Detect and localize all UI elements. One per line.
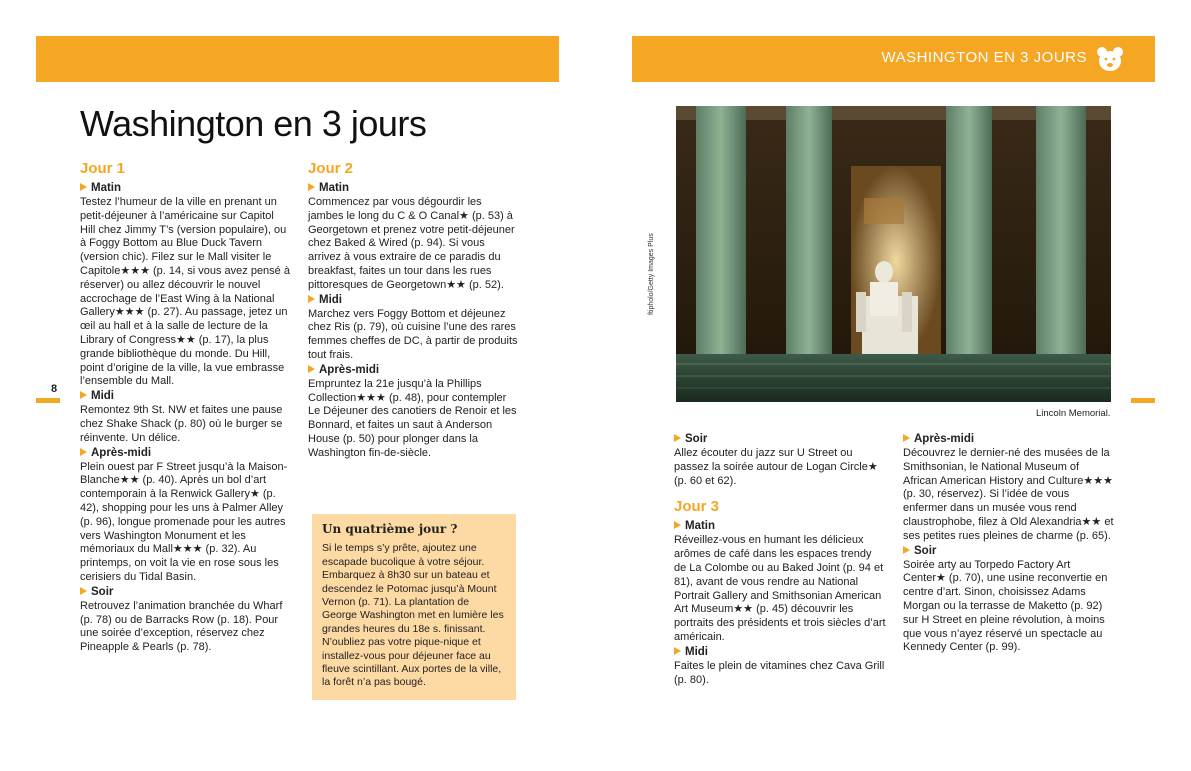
triangle-bullet-icon: [903, 546, 910, 554]
page-title: Washington en 3 jours: [80, 103, 427, 144]
day1-matin-text: Testez l’humeur de la ville en prenant un petit-déjeuner à l’américaine sur Capitol Hill chez Jimmy T’s (version populaire), ou à Foggy Bottom au Blue Duck Tavern (version chic). Filez sur le Mall visiter le Capitole★★★ (p. 14, si vous avez pensé à réserver) ou allez découvrir le nouvel accrochage de l’East Wing à la National Gallery★★★ (p. 27). Au passage, jetez un œil au hall et à la salle de lecture de la Library of Congress★★ (p. 17), la plus grande bibliothèque du monde. Du Hill, point d’origine de la ville, la vue embrasse l’ensemble du Mall.: [80, 196, 290, 388]
day2-matin-label: Matin: [308, 181, 518, 196]
photo-credit: ftipholo/Getty Images Plus: [648, 233, 655, 315]
day1-midi-label: Midi: [80, 389, 290, 404]
day3-matin-label: Matin: [674, 519, 886, 534]
header-band-right: [632, 36, 1155, 82]
column-day1: [80, 160, 290, 655]
page-number-left: 8: [51, 383, 58, 395]
day3-matin-text: Réveillez-vous en humant les délicieux arômes de café dans les espaces trendy de La Colombe ou au Baked Joint (p. 94 et 81), avant de vous rendre au National Portrait Gallery and Smithsonian American Art Museum★★ (p. 45) découvrir les portraits des présidents et trois siècles d’art américain.: [674, 534, 886, 643]
inscription-panel: [864, 198, 904, 224]
fourth-day-box: [312, 514, 516, 700]
day2-heading: Jour 2: [308, 160, 354, 177]
triangle-bullet-icon: [80, 183, 87, 191]
triangle-bullet-icon: [674, 647, 681, 655]
column-day2: [308, 160, 518, 461]
day3-midi-label: Midi: [674, 645, 886, 660]
triangle-bullet-icon: [308, 365, 315, 373]
triangle-bullet-icon: [80, 391, 87, 399]
steps: [676, 354, 1111, 402]
column-3: [946, 106, 992, 356]
running-title: WASHINGTON EN 3 JOURS: [881, 49, 1087, 66]
day2-midi-label: Midi: [308, 293, 518, 308]
day2-apm-text: Empruntez la 21e jusqu’à la Phillips Collection★★★ (p. 48), pour contempler Le Déjeuner des canotiers de Renoir et les Bonnard, et faites un saut à Anderson House (p. 50) pour plonger dans la Washington fin-de-siècle.: [308, 377, 517, 459]
day3-heading: Jour 3: [674, 498, 720, 516]
day1-matin-label: Matin: [80, 181, 290, 196]
page-tab-right: [1131, 398, 1155, 403]
fourth-day-title: Un quatrième jour ?: [322, 522, 458, 536]
triangle-bullet-icon: [674, 521, 681, 529]
day2-midi-text: Marchez vers Foggy Bottom et déjeunez chez Ris (p. 79), où cuisine l’une des rares femmes cheffes de DC, à partir de produits tout frais.: [308, 307, 518, 361]
day1-heading: Jour 1: [80, 160, 126, 177]
bear-logo-icon: [1095, 44, 1125, 74]
header-band-left: [36, 36, 559, 82]
day2-apm-label: Après-midi: [308, 363, 518, 378]
day1-soir-text: Retrouvez l’animation branchée du Wharf (p. 78) ou de Barracks Row (p. 18). Pour une soirée d’exception, réservez chez Pineapple & Pearls (p. 78).: [80, 599, 283, 654]
fourth-day-text: Si le temps s’y prête, ajoutez une escapade bucolique à votre séjour. Embarquez à 8h30 sur un bateau et descendez le Potomac jusqu’à Mount Vernon (p. 71). La plantation de George Washington met en lumière les grandes heures du 18e s. finissant. N’oubliez pas votre pique-nique et installez-vous pour déjeuner face au fleuve scintillant. Aux portes de la ville, la forêt n’a pas bougé.: [322, 542, 504, 689]
day2-soir-label: Soir: [674, 432, 886, 447]
photo-caption: Lincoln Memorial.: [1036, 408, 1111, 419]
day3-soir-label: Soir: [903, 544, 1115, 559]
triangle-bullet-icon: [674, 434, 681, 442]
day2-matin-text: Commencez par vous dégourdir les jambes le long du C & O Canal★ (p. 53) à Georgetown et prenez votre petit-déjeuner chez Baked & Wired (p. 94). Si vous arrivez à vous extraire de ce paradis du breakfast, faites un tour dans les rues pittoresques de Georgetown★★ (p. 52).: [308, 196, 515, 291]
day1-soir-label: Soir: [80, 585, 290, 600]
day3-apm-text: Découvrez le dernier-né des musées de la Smithsonian, le National Museum of African American History and Culture★★★ (p. 30, réservez). Si l’idée de vous enfermer dans un musée vous rend claustrophobe, filez à Old Alexandria★★ et ses petites rues pleines de charme (p. 65).: [903, 447, 1114, 542]
day2-soir-text: Allez écouter du jazz sur U Street ou passez la soirée autour de Logan Circle★ (p. 60 et 62).: [674, 447, 878, 487]
day1-apm-text: Plein ouest par F Street jusqu’à la Maison-Blanche★★ (p. 40). Après un bol d’art contemporain à la Renwick Gallery★ (p. 42), shopping pour les uns à Palmer Alley (p. 96), longue promenade pour les autres vers Washington Monument et les mémoriaux du Mall★★★ (p. 32). Au printemps, on voit la vie en rose sous les cerisiers du Tidal Basin.: [80, 460, 288, 583]
day3-apm-label: Après-midi: [903, 432, 1115, 447]
triangle-bullet-icon: [308, 183, 315, 191]
triangle-bullet-icon: [903, 434, 910, 442]
column-day3-apm-soir: [903, 432, 1115, 655]
triangle-bullet-icon: [308, 295, 315, 303]
column-day2-soir-day3: [674, 432, 886, 687]
column-1: [696, 106, 746, 356]
page-tab-left: [36, 398, 60, 403]
day1-midi-text: Remontez 9th St. NW et faites une pause chez Shake Shack (p. 80) où le burger se réinvente. Un délice.: [80, 404, 283, 444]
column-4: [1036, 106, 1086, 356]
day3-midi-text: Faites le plein de vitamines chez Cava Grill (p. 80).: [674, 659, 885, 686]
triangle-bullet-icon: [80, 448, 87, 456]
day3-soir-text: Soirée arty au Torpedo Factory Art Center★ (p. 70), une usine reconvertie en centre d’art. Sinon, choisissez Adams Morgan ou la terrasse de Maketto (p. 92) sur H Street en pleine révolution, à moins que vous n’ayez réservé un spectacle au Kennedy Center (p. 99).: [903, 558, 1108, 654]
triangle-bullet-icon: [80, 587, 87, 595]
lincoln-memorial-photo: [676, 106, 1111, 402]
column-2: [786, 106, 832, 356]
day1-apm-label: Après-midi: [80, 446, 290, 461]
